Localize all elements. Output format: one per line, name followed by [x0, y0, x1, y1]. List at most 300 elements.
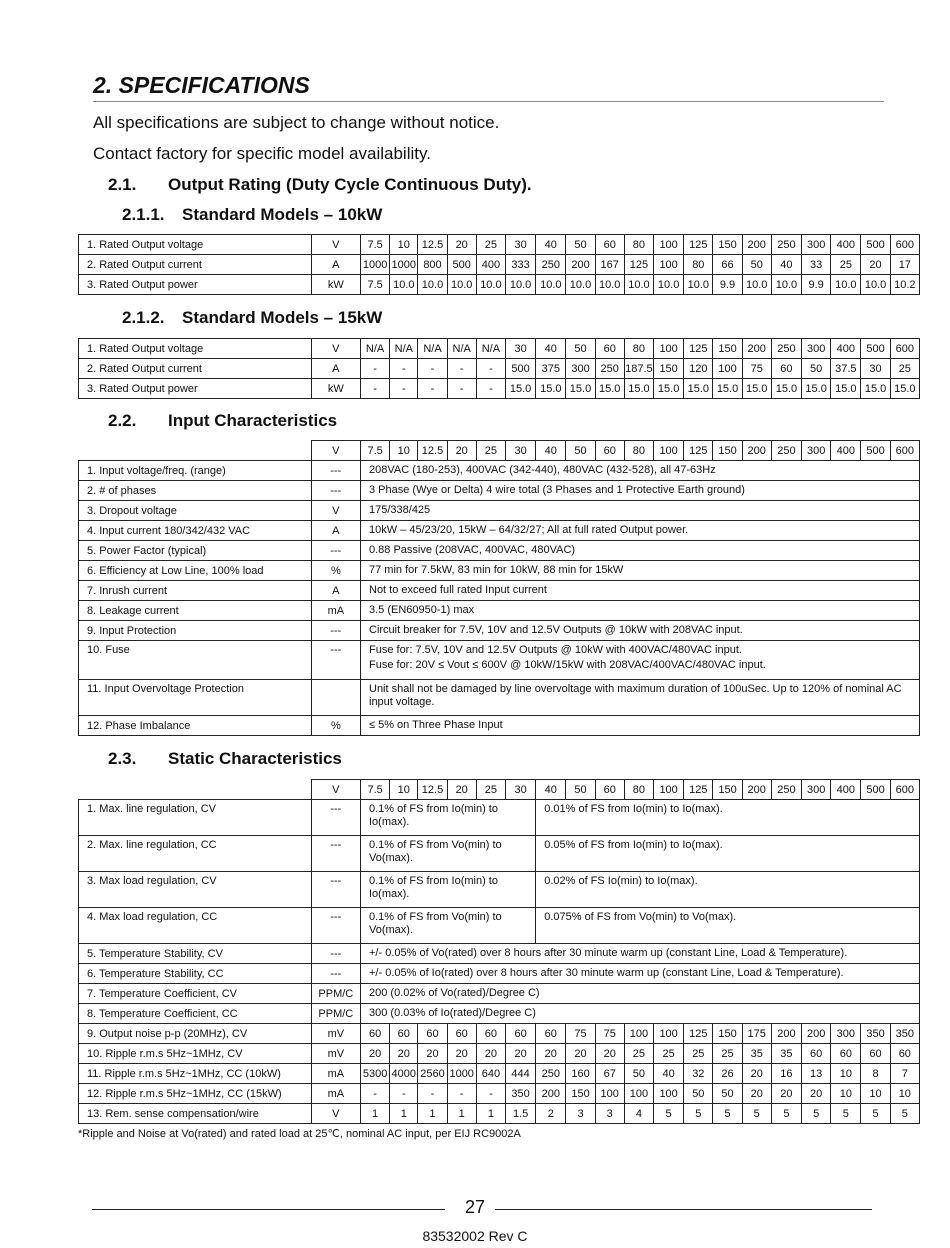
- row-label: 1. Max. line regulation, CV: [79, 800, 312, 836]
- value-cell: 1: [476, 1104, 505, 1124]
- unit-cell: mV: [311, 1024, 360, 1044]
- blank-cell: [79, 780, 312, 800]
- value-cell: -: [390, 379, 418, 399]
- value-cell: 60: [802, 1044, 831, 1064]
- value-cell: 100: [624, 1024, 653, 1044]
- value-cell: 20: [742, 1084, 771, 1104]
- high-voltage-spec: 0.02% of FS Io(min) to Io(max).: [536, 872, 920, 908]
- row-label: 11. Ripple r.m.s 5Hz~1MHz, CC (10kW): [79, 1064, 312, 1084]
- voltage-header-cell: 10: [390, 441, 418, 461]
- value-cell: 10.2: [890, 275, 919, 295]
- unit-cell: %: [311, 561, 360, 581]
- voltage-header-cell: 600: [890, 780, 919, 800]
- value-cell: 500: [447, 255, 476, 275]
- value-cell: 125: [684, 339, 713, 359]
- value-cell: 1: [447, 1104, 476, 1124]
- low-voltage-spec: 0.1% of FS from Io(min) to Io(max).: [361, 800, 536, 836]
- value-cell: 250: [536, 255, 566, 275]
- row-label: 12. Ripple r.m.s 5Hz~1MHz, CC (15kW): [79, 1084, 312, 1104]
- value-cell: 150: [654, 359, 684, 379]
- voltage-header-cell: 250: [771, 441, 801, 461]
- value-cell: 20: [447, 1044, 476, 1064]
- value-cell: 66: [713, 255, 742, 275]
- value-cell: N/A: [447, 339, 476, 359]
- value-cell: 3: [566, 1104, 595, 1124]
- value-cell: 250: [771, 235, 801, 255]
- value-cell: 60: [595, 339, 624, 359]
- value-cell: 15.0: [536, 379, 566, 399]
- value-cell: 10: [390, 235, 418, 255]
- table-row: [79, 255, 920, 275]
- row-label: 3. Max load regulation, CV: [79, 872, 312, 908]
- voltage-header-cell: 125: [684, 780, 713, 800]
- page-title: 2. SPECIFICATIONS: [93, 72, 310, 98]
- value-cell: 200: [742, 339, 771, 359]
- value-cell: 5: [831, 1104, 861, 1124]
- value-cell: 25: [831, 255, 861, 275]
- row-label: 8. Temperature Coefficient, CC: [79, 1004, 312, 1024]
- row-label: 13. Rem. sense compensation/wire: [79, 1104, 312, 1124]
- value-cell: 125: [624, 255, 653, 275]
- value-cell: 100: [654, 339, 684, 359]
- value-cell: 10.0: [476, 275, 505, 295]
- value-cell: 167: [595, 255, 624, 275]
- value-cell: 20: [390, 1044, 418, 1064]
- table-row: [79, 521, 920, 541]
- value-cell: 30: [861, 359, 890, 379]
- value-cell: 125: [684, 1024, 713, 1044]
- row-label: 4. Max load regulation, CC: [79, 908, 312, 944]
- row-label: 2. Max. line regulation, CC: [79, 836, 312, 872]
- value-cell: 60: [361, 1024, 390, 1044]
- value-cell: 75: [595, 1024, 624, 1044]
- value-cell: 444: [506, 1064, 536, 1084]
- unit-cell: ---: [311, 872, 360, 908]
- value-cell: 10.0: [624, 275, 653, 295]
- voltage-header-cell: 200: [742, 780, 771, 800]
- row-label: 2. Rated Output current: [79, 255, 312, 275]
- value-cell: 20: [771, 1084, 801, 1104]
- value-cell: 20: [476, 1044, 505, 1064]
- value-cell: 15.0: [890, 379, 919, 399]
- value-cell: -: [361, 1084, 390, 1104]
- value-cell: 60: [506, 1024, 536, 1044]
- value-cell: 350: [890, 1024, 919, 1044]
- voltage-header-cell: 7.5: [361, 441, 390, 461]
- low-voltage-spec: 0.1% of FS from Io(min) to Io(max).: [361, 872, 536, 908]
- value-cell: N/A: [476, 339, 505, 359]
- unit-cell: V: [311, 501, 360, 521]
- row-label: 2. # of phases: [79, 481, 312, 501]
- value-cell: 15.0: [713, 379, 742, 399]
- value-cell: 20: [506, 1044, 536, 1064]
- value-cell: -: [476, 379, 505, 399]
- unit-cell: PPM/C: [311, 1004, 360, 1024]
- heading-title: Standard Models – 10kW: [182, 205, 383, 224]
- value-cell: 10.0: [771, 275, 801, 295]
- voltage-header-cell: 60: [595, 441, 624, 461]
- value-cell: 15.0: [802, 379, 831, 399]
- value-cell: 12.5: [418, 235, 447, 255]
- value-cell: 15.0: [624, 379, 653, 399]
- value-cell: 10.0: [506, 275, 536, 295]
- value-cell: 30: [506, 339, 536, 359]
- spec-text: 77 min for 7.5kW, 83 min for 10kW, 88 min for 15kW: [361, 561, 920, 581]
- value-cell: 200: [802, 1024, 831, 1044]
- unit-cell: V: [311, 1104, 360, 1124]
- value-cell: -: [447, 379, 476, 399]
- value-cell: 15.0: [831, 379, 861, 399]
- row-label: 11. Input Overvoltage Protection: [79, 680, 312, 716]
- value-cell: 100: [654, 235, 684, 255]
- table-row: [79, 984, 920, 1004]
- value-cell: 300: [802, 339, 831, 359]
- value-cell: 15.0: [566, 379, 595, 399]
- footer-rule-right: [495, 1209, 872, 1210]
- value-cell: 30: [506, 235, 536, 255]
- unit-cell: ---: [311, 964, 360, 984]
- value-cell: 50: [684, 1084, 713, 1104]
- value-cell: 100: [595, 1084, 624, 1104]
- value-cell: 200: [566, 255, 595, 275]
- spec-text: 175/338/425: [361, 501, 920, 521]
- heading-title: Input Characteristics: [168, 411, 338, 430]
- value-cell: 1000: [447, 1064, 476, 1084]
- value-cell: 50: [742, 255, 771, 275]
- unit-cell: ---: [311, 541, 360, 561]
- voltage-header-cell: 500: [861, 780, 890, 800]
- value-cell: 10.0: [654, 275, 684, 295]
- voltage-header-cell: 10: [390, 780, 418, 800]
- value-cell: 5: [713, 1104, 742, 1124]
- row-label: 3. Rated Output power: [79, 379, 312, 399]
- voltage-header-cell: 30: [506, 780, 536, 800]
- value-cell: 10: [861, 1084, 890, 1104]
- output-rating-15kw-table: [78, 338, 920, 399]
- unit-cell: kW: [311, 275, 360, 295]
- row-label: 9. Input Protection: [79, 621, 312, 641]
- value-cell: 1.5: [506, 1104, 536, 1124]
- value-cell: -: [476, 1084, 505, 1104]
- table-row: [79, 1044, 920, 1064]
- value-cell: 75: [742, 359, 771, 379]
- value-cell: 50: [566, 339, 595, 359]
- spec-text: ≤ 5% on Three Phase Input: [361, 716, 920, 736]
- value-cell: 10.0: [595, 275, 624, 295]
- voltage-header-cell: 50: [566, 441, 595, 461]
- row-label: 9. Output noise p-p (20MHz), CV: [79, 1024, 312, 1044]
- heading-number: 2.1.: [108, 175, 137, 194]
- row-label: 7. Temperature Coefficient, CV: [79, 984, 312, 1004]
- unit-cell: mA: [311, 1084, 360, 1104]
- value-cell: 40: [771, 255, 801, 275]
- value-cell: 80: [684, 255, 713, 275]
- table-row: [79, 908, 920, 944]
- table-row: [79, 601, 920, 621]
- value-cell: 7: [890, 1064, 919, 1084]
- unit-cell: ---: [311, 481, 360, 501]
- value-cell: 60: [595, 235, 624, 255]
- row-label: 10. Fuse: [79, 641, 312, 680]
- voltage-header-cell: 600: [890, 441, 919, 461]
- table-row: [79, 1104, 920, 1124]
- value-cell: 10.0: [861, 275, 890, 295]
- value-cell: 3: [595, 1104, 624, 1124]
- value-cell: 50: [624, 1064, 653, 1084]
- value-cell: 125: [684, 235, 713, 255]
- value-cell: 25: [713, 1044, 742, 1064]
- value-cell: 7.5: [361, 235, 390, 255]
- value-cell: 350: [861, 1024, 890, 1044]
- value-cell: 20: [595, 1044, 624, 1064]
- value-cell: 300: [831, 1024, 861, 1044]
- table-row: [79, 461, 920, 481]
- table-row: [79, 339, 920, 359]
- voltage-header-cell: 60: [595, 780, 624, 800]
- row-label: 4. Input current 180/342/432 VAC: [79, 521, 312, 541]
- heading-title: Static Characteristics: [168, 749, 342, 768]
- value-cell: 100: [713, 359, 742, 379]
- voltage-header-cell: 20: [447, 780, 476, 800]
- value-cell: 600: [890, 235, 919, 255]
- row-label: 6. Efficiency at Low Line, 100% load: [79, 561, 312, 581]
- blank-cell: [79, 441, 312, 461]
- value-cell: 5: [684, 1104, 713, 1124]
- row-label: 10. Ripple r.m.s 5Hz~1MHz, CV: [79, 1044, 312, 1064]
- spec-text: 10kW – 45/23/20, 15kW – 64/32/27; All at full rated Output power.: [361, 521, 920, 541]
- value-cell: 15.0: [861, 379, 890, 399]
- value-cell: 10.0: [536, 275, 566, 295]
- voltage-header-cell: 12.5: [418, 441, 447, 461]
- spec-text: Not to exceed full rated Input current: [361, 581, 920, 601]
- voltage-header-row: [79, 441, 920, 461]
- value-cell: 25: [890, 359, 919, 379]
- high-voltage-spec: 0.075% of FS from Vo(min) to Vo(max).: [536, 908, 920, 944]
- value-cell: 400: [831, 235, 861, 255]
- value-cell: 5: [861, 1104, 890, 1124]
- value-cell: 50: [713, 1084, 742, 1104]
- value-cell: 5: [742, 1104, 771, 1124]
- value-cell: 10.0: [447, 275, 476, 295]
- voltage-header-cell: 250: [771, 780, 801, 800]
- spec-text: 3.5 (EN60950-1) max: [361, 601, 920, 621]
- value-cell: 1: [361, 1104, 390, 1124]
- table-row: [79, 359, 920, 379]
- value-cell: 20: [447, 235, 476, 255]
- value-cell: 10.0: [566, 275, 595, 295]
- title-divider: [93, 101, 884, 102]
- unit-cell: ---: [311, 641, 360, 680]
- voltage-header-cell: 125: [684, 441, 713, 461]
- row-label: 5. Power Factor (typical): [79, 541, 312, 561]
- table-row: [79, 561, 920, 581]
- value-cell: 250: [595, 359, 624, 379]
- value-cell: 100: [624, 1084, 653, 1104]
- row-label: 3. Dropout voltage: [79, 501, 312, 521]
- value-cell: 60: [476, 1024, 505, 1044]
- unit-cell: V: [311, 780, 360, 800]
- table-row: [79, 275, 920, 295]
- voltage-header-cell: 40: [536, 780, 566, 800]
- high-voltage-spec: 0.01% of FS from Io(min) to Io(max).: [536, 800, 920, 836]
- table-row: [79, 379, 920, 399]
- table-row: [79, 716, 920, 736]
- heading-2-2: [108, 411, 908, 433]
- value-cell: 5: [654, 1104, 684, 1124]
- value-cell: 75: [566, 1024, 595, 1044]
- voltage-header-cell: 80: [624, 441, 653, 461]
- unit-cell: kW: [311, 379, 360, 399]
- value-cell: 1: [418, 1104, 447, 1124]
- value-cell: 17: [890, 255, 919, 275]
- value-cell: 120: [684, 359, 713, 379]
- heading-number: 2.1.1.: [122, 205, 165, 224]
- voltage-header-cell: 80: [624, 780, 653, 800]
- value-cell: N/A: [390, 339, 418, 359]
- value-cell: 160: [566, 1064, 595, 1084]
- voltage-header-cell: 25: [476, 780, 505, 800]
- value-cell: 175: [742, 1024, 771, 1044]
- value-cell: 13: [802, 1064, 831, 1084]
- value-cell: 40: [536, 235, 566, 255]
- value-cell: 1: [390, 1104, 418, 1124]
- table-row: [79, 1064, 920, 1084]
- voltage-header-cell: 100: [654, 441, 684, 461]
- value-cell: 150: [566, 1084, 595, 1104]
- value-cell: 150: [713, 235, 742, 255]
- low-voltage-spec: 0.1% of FS from Vo(min) to Vo(max).: [361, 836, 536, 872]
- value-cell: 60: [861, 1044, 890, 1064]
- unit-cell: V: [311, 339, 360, 359]
- footnote: *Ripple and Noise at Vo(rated) and rated load at 25℃, nominal AC input, per EIJ RC9002A: [78, 1128, 521, 1140]
- value-cell: 100: [654, 255, 684, 275]
- heading-2-1-1: [122, 205, 922, 227]
- value-cell: -: [447, 1084, 476, 1104]
- unit-cell: A: [311, 359, 360, 379]
- value-cell: 300: [802, 235, 831, 255]
- value-cell: 20: [566, 1044, 595, 1064]
- heading-number: 2.3.: [108, 749, 137, 768]
- static-characteristics-table: [78, 779, 920, 1124]
- unit-cell: ---: [311, 836, 360, 872]
- unit-cell: V: [311, 235, 360, 255]
- value-cell: -: [418, 359, 447, 379]
- value-cell: 10.0: [418, 275, 447, 295]
- unit-cell: V: [311, 441, 360, 461]
- row-label: 1. Rated Output voltage: [79, 339, 312, 359]
- unit-cell: mA: [311, 601, 360, 621]
- document-id: 83532002 Rev C: [422, 1228, 528, 1244]
- value-cell: 375: [536, 359, 566, 379]
- table-row: [79, 481, 920, 501]
- value-cell: 1000: [361, 255, 390, 275]
- value-cell: -: [390, 1084, 418, 1104]
- value-cell: 40: [654, 1064, 684, 1084]
- unit-cell: A: [311, 255, 360, 275]
- spec-text: 0.88 Passive (208VAC, 400VAC, 480VAC): [361, 541, 920, 561]
- unit-cell: A: [311, 521, 360, 541]
- value-cell: 10.0: [684, 275, 713, 295]
- unit-cell: %: [311, 716, 360, 736]
- value-cell: -: [390, 359, 418, 379]
- value-cell: 60: [831, 1044, 861, 1064]
- value-cell: 20: [861, 255, 890, 275]
- value-cell: 60: [447, 1024, 476, 1044]
- high-voltage-spec: 0.05% of FS from Io(min) to Io(max).: [536, 836, 920, 872]
- value-cell: 10: [890, 1084, 919, 1104]
- row-label: 2. Rated Output current: [79, 359, 312, 379]
- value-cell: 150: [713, 339, 742, 359]
- value-cell: 200: [536, 1084, 566, 1104]
- value-cell: -: [418, 379, 447, 399]
- table-row: [79, 944, 920, 964]
- value-cell: 300: [566, 359, 595, 379]
- heading-title: Standard Models – 15kW: [182, 308, 383, 327]
- heading-2-1-2: [122, 308, 922, 330]
- spec-text: 208VAC (180-253), 400VAC (342-440), 480VAC (432-528), all 47-63Hz: [361, 461, 920, 481]
- value-cell: 333: [506, 255, 536, 275]
- value-cell: 40: [536, 339, 566, 359]
- heading-title: Output Rating (Duty Cycle Continuous Duty).: [168, 175, 532, 194]
- value-cell: 250: [771, 339, 801, 359]
- spec-text: +/- 0.05% of Vo(rated) over 8 hours after 30 minute warm up (constant Line, Load & Temperature).: [361, 944, 920, 964]
- value-cell: 26: [713, 1064, 742, 1084]
- value-cell: 350: [506, 1084, 536, 1104]
- value-cell: 8: [861, 1064, 890, 1084]
- unit-cell: PPM/C: [311, 984, 360, 1004]
- value-cell: 60: [536, 1024, 566, 1044]
- page-number: 27: [464, 1197, 486, 1217]
- value-cell: -: [447, 359, 476, 379]
- value-cell: -: [361, 379, 390, 399]
- table-row: [79, 872, 920, 908]
- table-row: [79, 1084, 920, 1104]
- heading-number: 2.1.2.: [122, 308, 165, 327]
- voltage-header-cell: 300: [802, 780, 831, 800]
- spec-text-line-1: Fuse for: 7.5V, 10V and 12.5V Outputs @ 10kW with 400VAC/480VAC input.: [369, 644, 742, 656]
- input-characteristics-table: [78, 440, 920, 736]
- value-cell: 400: [831, 339, 861, 359]
- row-label: 1. Rated Output voltage: [79, 235, 312, 255]
- spec-text: 3 Phase (Wye or Delta) 4 wire total (3 Phases and 1 Protective Earth ground): [361, 481, 920, 501]
- row-label: 1. Input voltage/freq. (range): [79, 461, 312, 481]
- value-cell: 100: [654, 1024, 684, 1044]
- value-cell: -: [361, 359, 390, 379]
- value-cell: 640: [476, 1064, 505, 1084]
- value-cell: 25: [654, 1044, 684, 1064]
- heading-2-3: [108, 749, 908, 771]
- unit-cell: A: [311, 581, 360, 601]
- value-cell: 50: [802, 359, 831, 379]
- value-cell: 5300: [361, 1064, 390, 1084]
- row-label: 7. Inrush current: [79, 581, 312, 601]
- value-cell: 15.0: [742, 379, 771, 399]
- value-cell: 60: [418, 1024, 447, 1044]
- low-voltage-spec: 0.1% of FS from Vo(min) to Vo(max).: [361, 908, 536, 944]
- voltage-header-cell: 7.5: [361, 780, 390, 800]
- value-cell: 5: [802, 1104, 831, 1124]
- row-label: 3. Rated Output power: [79, 275, 312, 295]
- value-cell: 200: [771, 1024, 801, 1044]
- intro-line-2: Contact factory for specific model availability.: [93, 144, 431, 163]
- voltage-header-cell: 40: [536, 441, 566, 461]
- voltage-header-cell: 400: [831, 441, 861, 461]
- value-cell: 35: [742, 1044, 771, 1064]
- voltage-header-cell: 500: [861, 441, 890, 461]
- value-cell: 80: [624, 339, 653, 359]
- value-cell: 150: [713, 1024, 742, 1044]
- table-row: [79, 800, 920, 836]
